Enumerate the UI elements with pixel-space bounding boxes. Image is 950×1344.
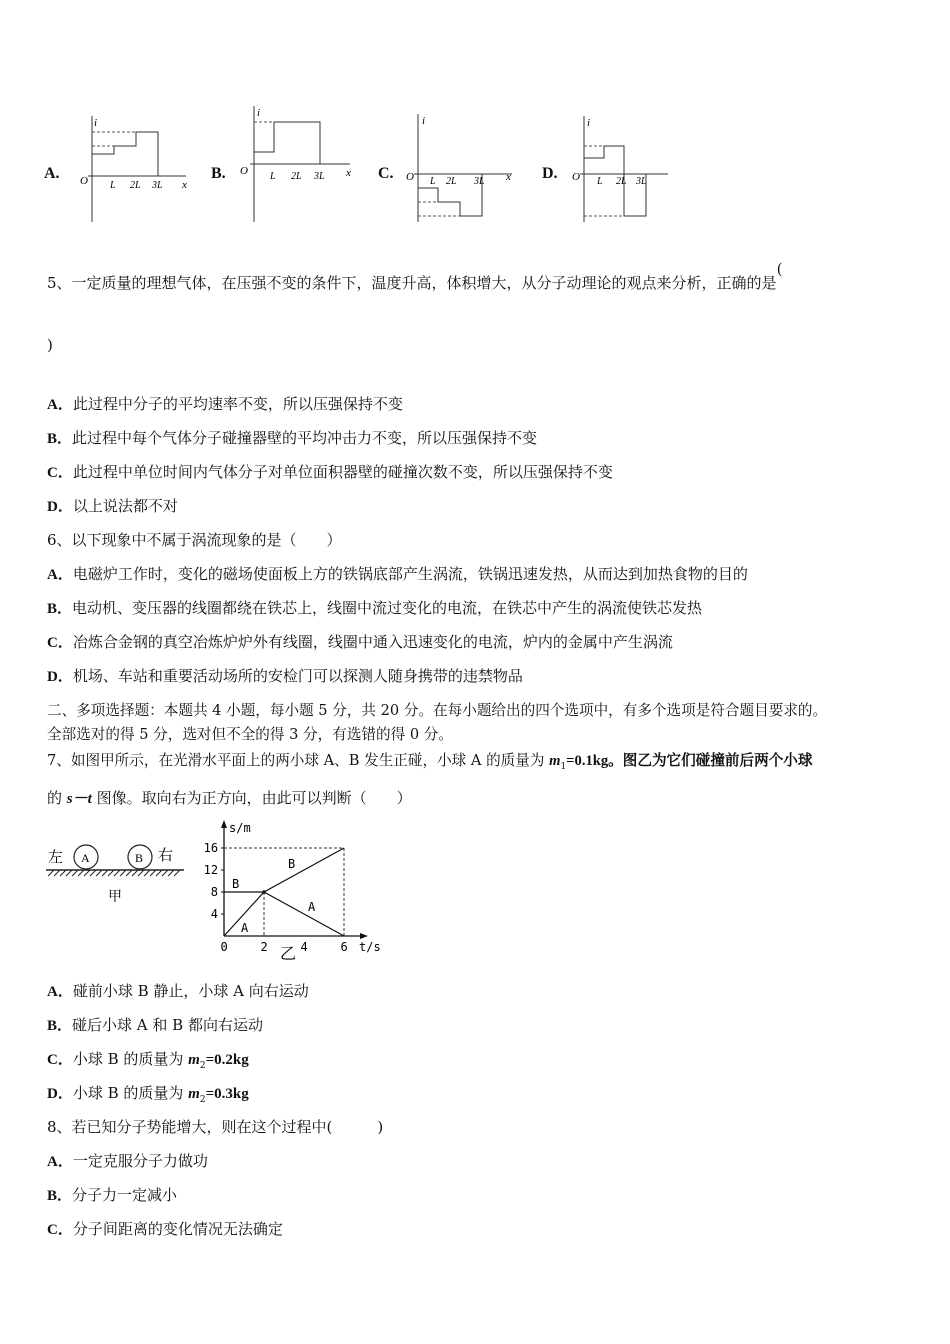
svg-text:O: O	[406, 171, 414, 183]
x-tick-label: 0	[220, 940, 228, 954]
q4-graph-c	[404, 110, 522, 226]
q7-stem-line1: 7、如图甲所示，在光滑水平面上的两小球 A、B 发生正碰，小球 A 的质量为 $m_1=0.1kg$。图乙为它们碰撞前后两个小球	[47, 752, 813, 772]
q4-option-d-label: D.	[542, 165, 558, 182]
series-b-label-after: B	[288, 857, 296, 871]
svg-text:3L: 3L	[474, 176, 485, 187]
q4-graph-a	[78, 112, 198, 230]
svg-text:3L: 3L	[636, 176, 647, 187]
series-a-label-before: A	[241, 921, 249, 935]
q5-option-d: D．以上说法都不对	[47, 497, 178, 515]
q7-option-a: A．碰前小球 B 静止，小球 A 向右运动	[47, 982, 309, 1000]
figure-jia	[44, 838, 190, 910]
q4-graph-b	[238, 102, 358, 226]
svg-text:i: i	[587, 117, 591, 129]
y-tick-label: 8	[210, 885, 219, 899]
svg-text:A: A	[81, 851, 90, 865]
q4-option-b-label: B.	[211, 165, 226, 182]
svg-text:i: i	[422, 115, 426, 127]
y-axis-arrow	[221, 820, 227, 828]
x-axis-arrow	[360, 933, 368, 939]
svg-text:L: L	[110, 180, 116, 191]
q5-close-paren: )	[47, 336, 53, 354]
q7-stem-line2: 的 s－t 图像。取向右为正方向，由此可以判断（ ）	[47, 789, 412, 807]
svg-text:O: O	[240, 165, 248, 177]
q5-stem: 5、一定质量的理想气体，在压强不变的条件下，温度升高，体积增大，从分子动理论的观点来分析，正确的是(	[47, 260, 783, 292]
section2-heading-line1: 二、多项选择题：本题共 4 小题，每小题 5 分，共 20 分。在每小题给出的四个选项中，有多个选项是符合题目要求的。	[47, 702, 828, 719]
origin-label: O	[80, 175, 88, 187]
q5-option-b: B．此过程中每个气体分子碰撞器壁的平均冲击力不变，所以压强保持不变	[47, 429, 538, 447]
q8-option-a: A．一定克服分子力做功	[47, 1152, 208, 1170]
chart-title: 乙	[280, 944, 297, 962]
q4-option-a-label: A.	[44, 165, 60, 182]
label-left: 左	[48, 850, 64, 866]
collision-point	[262, 890, 266, 894]
q8-option-c: C．分子间距离的变化情况无法确定	[47, 1220, 283, 1238]
y-tick-label: 4	[210, 907, 219, 921]
ground-hatching	[48, 870, 180, 876]
q4-option-c-label: C.	[378, 165, 394, 182]
svg-text:2L: 2L	[130, 180, 141, 191]
q6-option-c: C．冶炼合金钢的真空冶炼炉炉外有线圈，线圈中通入迅速变化的电流，炉内的金属中产生涡流	[47, 633, 673, 651]
q4-graph-d	[570, 112, 680, 226]
q8-option-b: B．分子力一定减小	[47, 1186, 178, 1204]
q6-option-a: A．电磁炉工作时，变化的磁场使面板上方的铁锅底部产生涡流，铁锅迅速发热，从而达到加热食物的目的	[47, 565, 748, 583]
series-b-label-before: B	[232, 877, 240, 891]
y-tick-label: 16	[203, 841, 219, 855]
svg-text:L: L	[270, 171, 276, 182]
svg-text:x: x	[346, 167, 351, 179]
series-a-label-after: A	[308, 900, 316, 914]
svg-text:2L: 2L	[616, 176, 627, 187]
svg-text:B: B	[135, 851, 144, 865]
series-b-line	[224, 848, 344, 892]
svg-text:L: L	[430, 176, 436, 187]
q7-option-d: D．小球 B 的质量为 $m_2=0.3kg$	[47, 1084, 249, 1105]
q6-stem: 6、以下现象中不属于涡流现象的是（ ）	[47, 531, 342, 549]
svg-text:L: L	[597, 176, 603, 187]
q8-stem: 8、若已知分子势能增大，则在这个过程中( )	[47, 1118, 384, 1136]
svg-text:x: x	[506, 171, 511, 183]
axis-i-label: i	[94, 117, 98, 129]
svg-text:3L: 3L	[152, 180, 163, 191]
x-axis-label: t/s	[359, 940, 381, 954]
caption-jia: 甲	[108, 890, 122, 905]
svg-text:O: O	[572, 171, 580, 183]
q6-option-d: D．机场、车站和重要活动场所的安检门可以探测人随身携带的违禁物品	[47, 667, 523, 685]
svg-text:2L: 2L	[291, 171, 302, 182]
y-tick-label: 12	[203, 863, 219, 877]
label-right: 右	[158, 848, 174, 864]
section2-heading-line2: 全部选对的得 5 分，选对但不全的得 3 分，有选错的得 0 分。	[47, 726, 453, 743]
x-tick-label: 6	[340, 940, 348, 954]
axis-x-label: x	[182, 179, 187, 191]
svg-text:2L: 2L	[446, 176, 457, 187]
q6-option-b: B．电动机、变压器的线圈都绕在铁芯上，线圈中流过变化的电流，在铁芯中产生的涡流使铁芯发热	[47, 599, 703, 617]
q7-option-b: B．碰后小球 A 和 B 都向右运动	[47, 1016, 263, 1034]
figure-yi-st-chart	[196, 816, 390, 962]
q7-option-c: C．小球 B 的质量为 $m_2=0.2kg$	[47, 1050, 249, 1071]
svg-text:i: i	[257, 107, 261, 119]
y-axis-label: s/m	[229, 821, 251, 835]
x-tick-label: 2	[260, 940, 268, 954]
q5-option-a: A．此过程中分子的平均速率不变，所以压强保持不变	[47, 395, 403, 413]
svg-text:3L: 3L	[314, 171, 325, 182]
x-tick-label: 4	[300, 940, 308, 954]
q5-option-c: C．此过程中单位时间内气体分子对单位面积器壁的碰撞次数不变，所以压强保持不变	[47, 463, 613, 481]
